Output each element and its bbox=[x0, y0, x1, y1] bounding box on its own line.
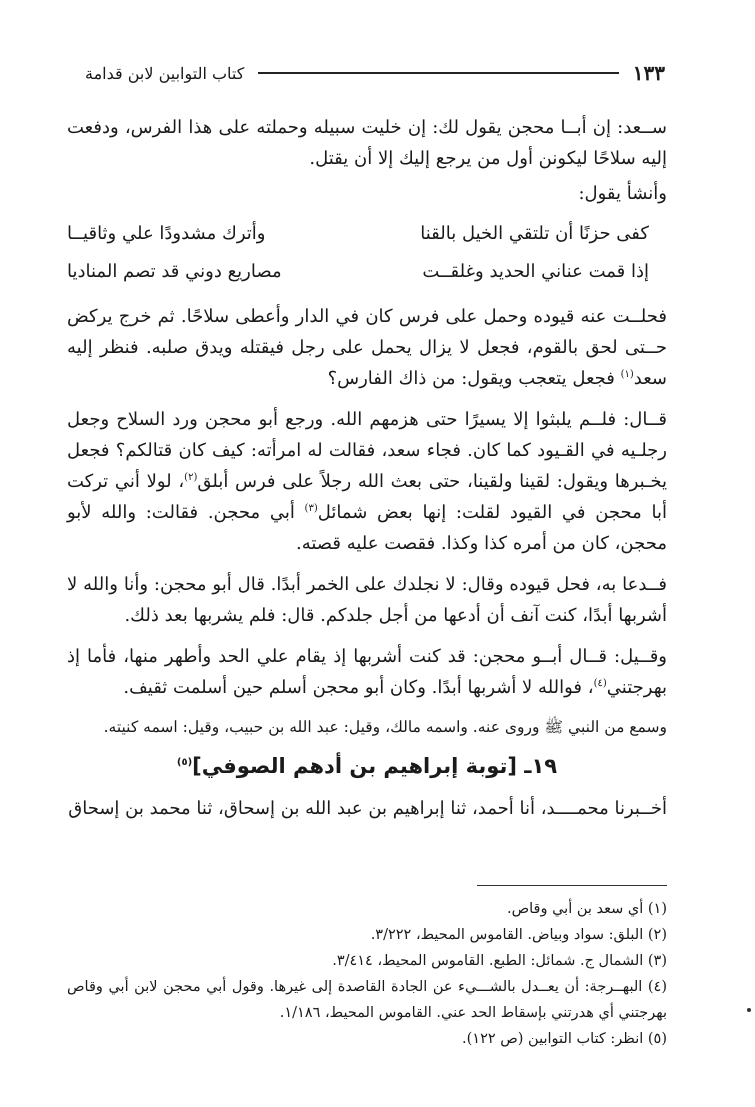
verse-line-1 bbox=[67, 215, 667, 253]
footnote-1: (١) أي سعد بن أبي وقاص. bbox=[506, 901, 667, 917]
margin-dot bbox=[747, 1008, 751, 1012]
footnote-ref-3[interactable]: (٣) bbox=[304, 503, 318, 514]
section-heading-text: ١٩ـ [توبة إبراهيم بن أدهم الصوفي] bbox=[192, 754, 558, 778]
header-rule bbox=[258, 72, 618, 74]
paragraph-5: فــدعا به، فحل قيوده وقال: لا نجلدك على الخمر أبدًا. قال أبو محجن: وأنا والله لا أشربها أبدًا، كنت آنف أن أدعها من أجل جلدكم. قال: فلم يشربها بعد ذلك. bbox=[67, 574, 667, 626]
footnote-ref-4[interactable]: (٤) bbox=[593, 678, 607, 689]
paragraph-3 bbox=[67, 301, 667, 394]
footnote-ref-1[interactable]: (١) bbox=[620, 369, 634, 380]
verse-2-second-hemistich: مصاريع دوني قد تصم المناديا bbox=[67, 261, 282, 282]
footnote-4: (٤) البهــرجة: أن يعــدل بالشـــيء عن الجادة القاصدة إلى غيرها. وقول أبي محجن لابن أبي وقاص بهرجتني أي هدرتني بإسقاط الحد عني. القاموس المحيط، ١/١٨٦. bbox=[67, 979, 667, 1021]
footnote-5: (٥) انظر: كتاب التوابين (ص ١٢٢). bbox=[462, 1031, 667, 1047]
paragraph-6-text-b: ، فوالله لا أشربها أبدًا. وكان أبو محجن أسلم حين أسلمت ثقيف. bbox=[123, 677, 594, 698]
verse-line-2 bbox=[67, 253, 667, 291]
footnote-ref-2[interactable]: (٢) bbox=[184, 472, 198, 483]
footnote-ref-5[interactable]: (٥) bbox=[176, 757, 193, 768]
paragraph-4-text-a: قــال: فلــم يلبثوا إلا يسيرًا حتى هزمهم الله. ورجع أبو محجن ورد السلاح وجعل رجلـيه في القـيود كما كان. فجاء سعد، فقالت له امرأته: كيف كان قتالكم؟ فجعل يخـبرها ويقول: لقينا ولقينا، حتى بعث الله رجلاً على فرس أبلق bbox=[67, 409, 667, 492]
paragraph-2: وأنشأ يقول: bbox=[578, 183, 667, 204]
footnote-separator bbox=[477, 885, 667, 886]
page-number: ١٣٣ bbox=[632, 61, 665, 85]
verse-1-second-hemistich: وأترك مشدودًا علي وثاقيــا bbox=[67, 223, 266, 244]
paragraph-4-text-c: أبي محجن. فقالت: والله لأبو محجن، كان من أمره كذا وكذا. فقصت عليه قصته. bbox=[67, 502, 667, 554]
paragraph-6-text-a: وقــيل: قــال أبــو محجن: قد كنت أشربها إذ يقام علي الحد وأطهر منها، فأما إذ بهرجتني bbox=[67, 646, 667, 698]
paragraph-8: أخــبرنا محمــــد، أنا أحمد، ثنا إبراهيم بن عبد الله بن إسحاق، ثنا محمد بن إسحاق bbox=[68, 798, 667, 819]
running-header bbox=[85, 58, 665, 88]
verse-2-first-hemistich: إذا قمت عناني الحديد وغلقــت bbox=[422, 261, 649, 282]
footnotes bbox=[67, 896, 667, 1052]
paragraph-3-text: فحلــت عنه قيوده وحمل على فرس كان في الدار وأعطى سلاحًا. ثم خرج يركض حــتى لحق بالقوم، فجعل لا يزال يحمل على رجل فيقتله ويدق صلبه. فنظر إليه سعد bbox=[67, 306, 667, 389]
section-heading bbox=[67, 749, 667, 783]
main-text bbox=[67, 112, 667, 834]
footnote-3: (٣) الشمال ج. شمائل: الطبع. القاموس المحيط، ٣/٤١٤. bbox=[332, 953, 667, 969]
paragraph-7: وسمع من النبي ﷺ وروى عنه. واسمه مالك، وقيل: عبد الله بن حبيب، وقيل: اسمه كنيته. bbox=[103, 718, 667, 736]
paragraph-3-text-end: فجعل يتعجب ويقول: من ذاك الفارس؟ bbox=[327, 368, 621, 389]
poem-verse bbox=[67, 215, 667, 291]
book-title: كتاب التوابين لابن قدامة bbox=[85, 63, 245, 83]
verse-1-first-hemistich: كفى حزنًا أن تلتقي الخيل بالقنا bbox=[420, 223, 649, 244]
footnote-2: (٢) البلق: سواد وبياض. القاموس المحيط، ٣/٢٢٢. bbox=[370, 927, 667, 943]
paragraph-1: ســعد: إن أبــا محجن يقول لك: إن خليت سبيله وحملته على هذا الفرس، ودفعت إليه سلاحًا ليكونن أول من يرجع إليك إلا أن يقتل. bbox=[67, 117, 667, 169]
paragraph-4-text-b: ، لولا أني تركت أبا محجن في القيود لقلت: إنها بعض شمائل bbox=[67, 471, 667, 523]
paragraph-6 bbox=[67, 641, 667, 703]
paragraph-4 bbox=[67, 404, 667, 559]
